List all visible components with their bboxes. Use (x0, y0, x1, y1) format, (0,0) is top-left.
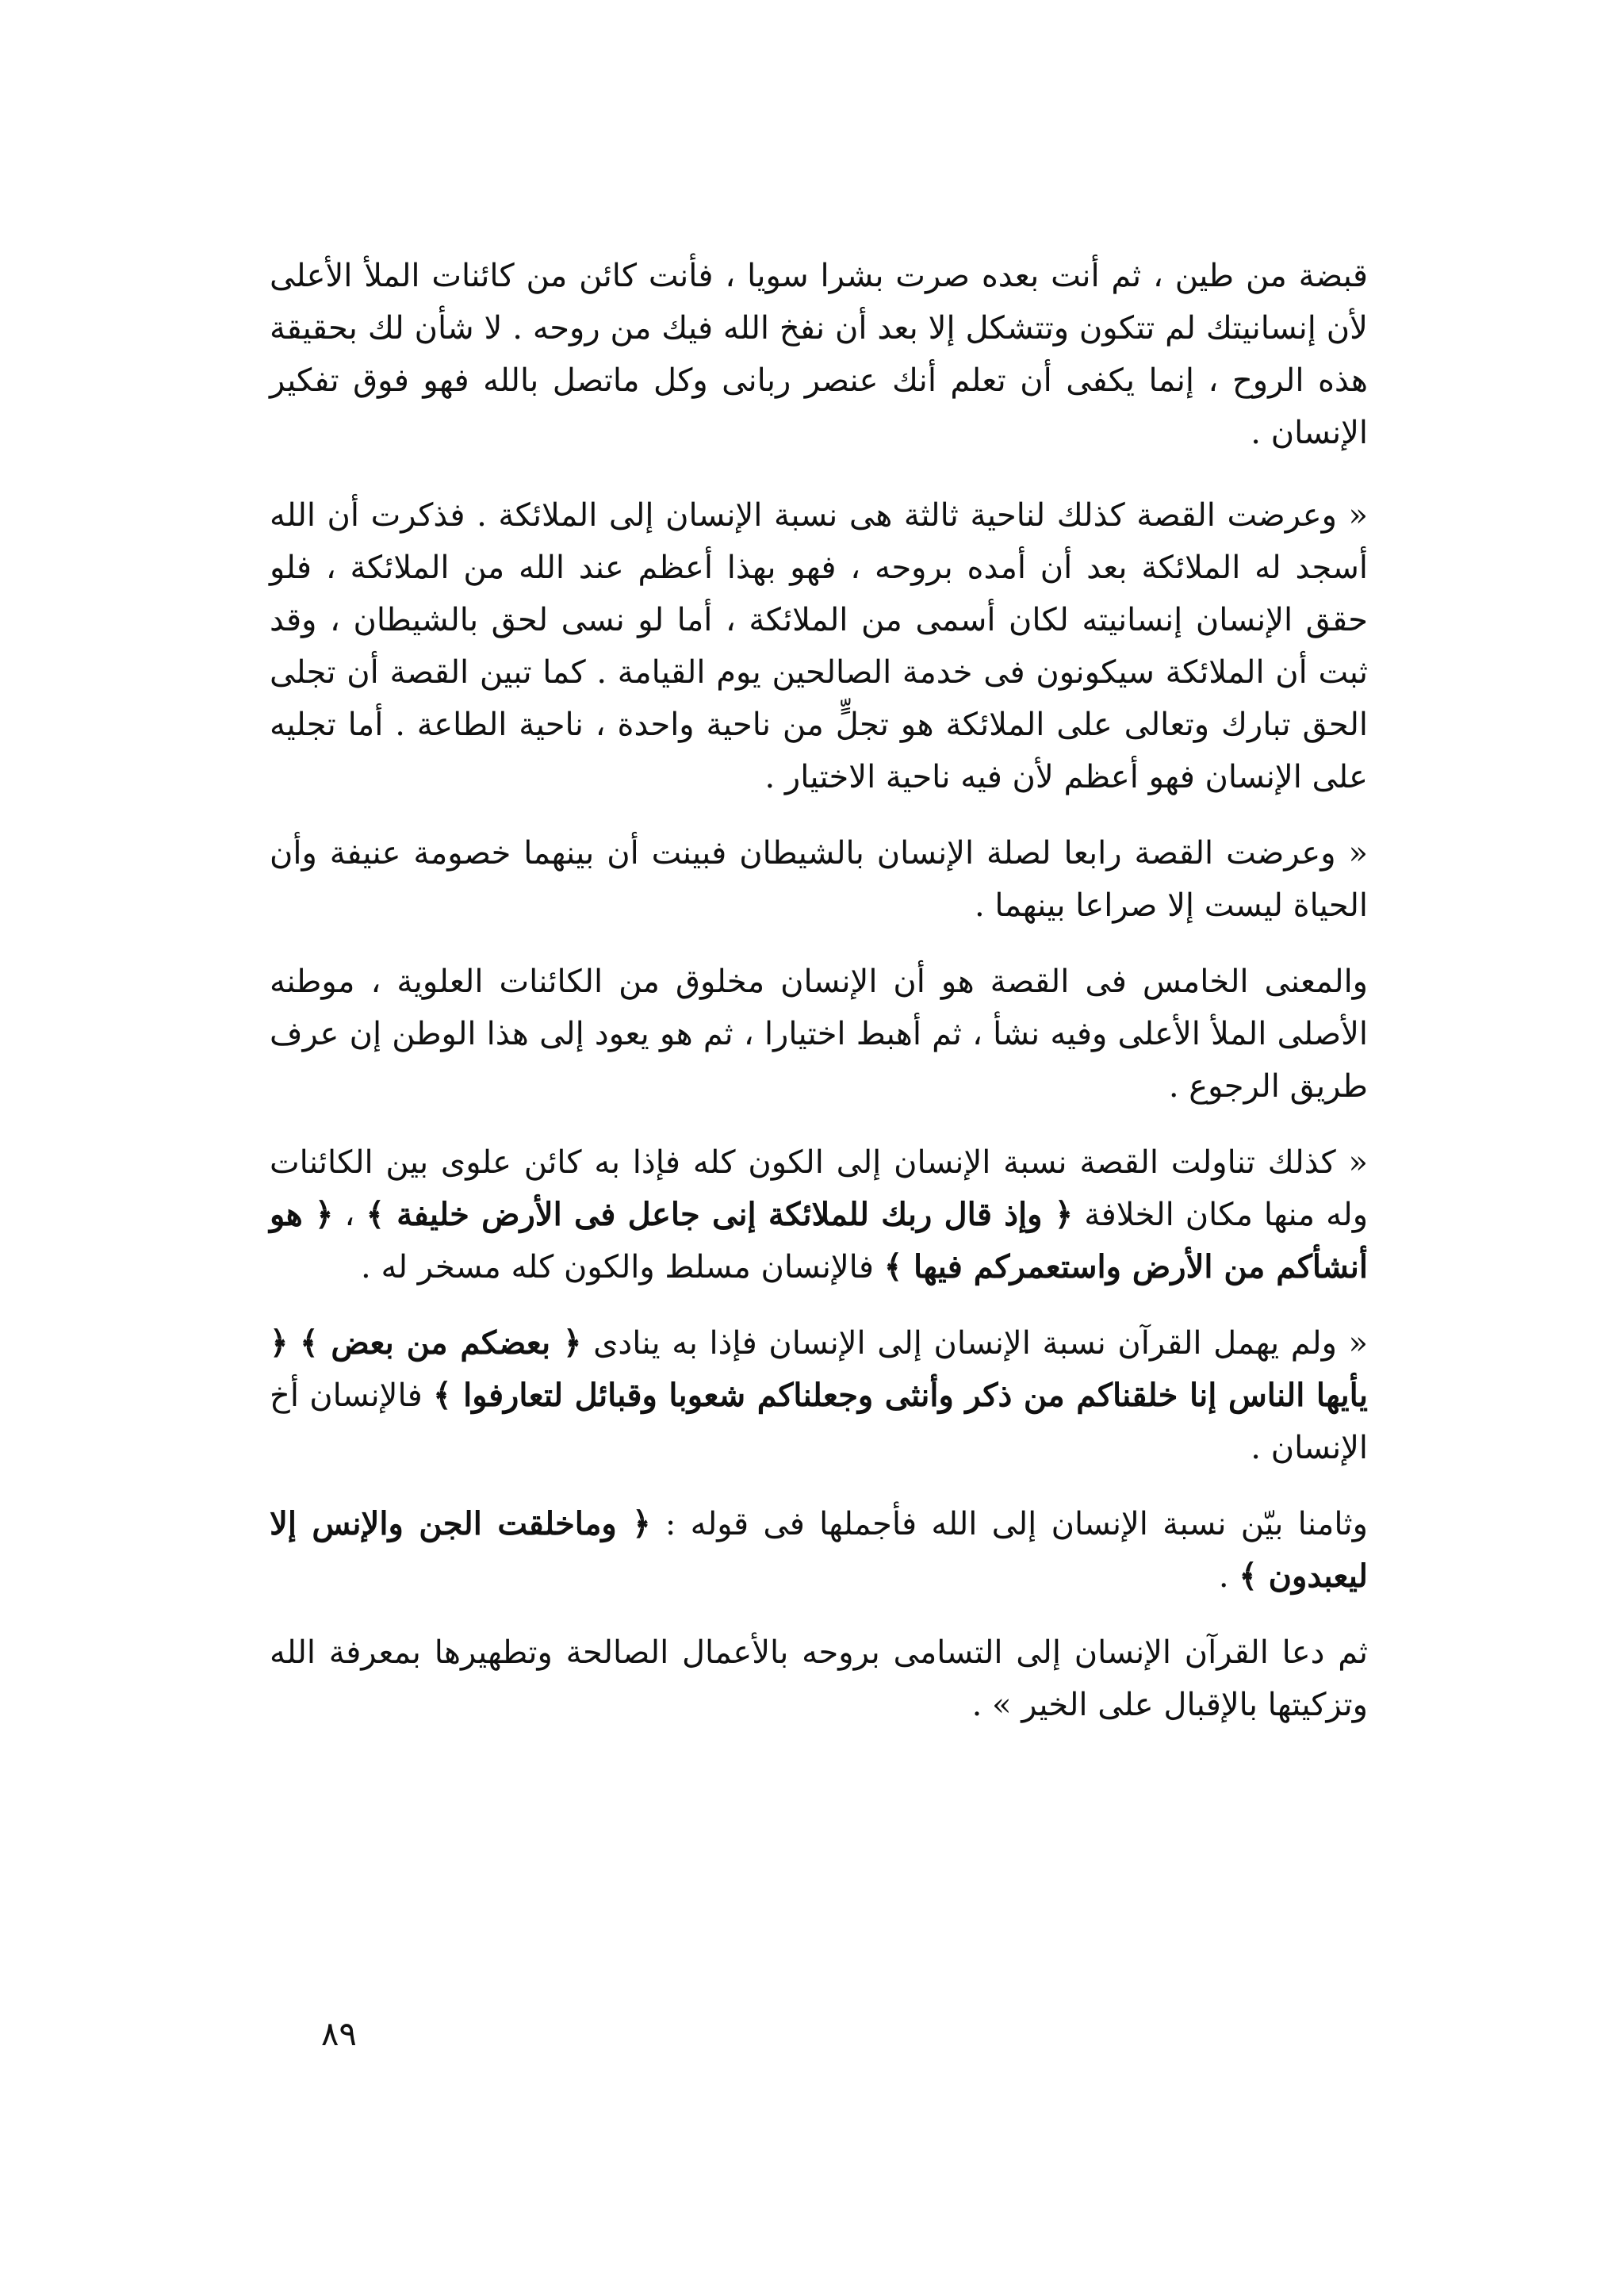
quran-quote: ﴿ بعضكم من بعض ﴾ (300, 1324, 582, 1362)
text-segment: « وعرضت القصة كذلك لناحية ثالثة هى نسبة الإنسان إلى الملائكة . فذكرت أن الله أسجد له الملائكة بعد أن أمده بروحه ، فهو بهذا أعظم عند الله من الملائكة ، فلو حقق الإنسان إنسانيته لكان أسمى من الملائكة ، أما لو نسى لحق بالشيطان ، وقد ثبت أن الملائكة سيكونون فى خدمة الصالحين يوم القيامة . كما تبين القصة أن تجلى الحق تبارك وتعالى على الملائكة هو تجلٍّ من ناحية واحدة ، ناحية الطاعة . أما تجليه على الإنسان فهو أعظم لأن فيه ناحية الاختيار . (270, 497, 1368, 795)
text-segment (288, 1325, 300, 1362)
page-number: ٨٩ (320, 2014, 357, 2053)
text-segment: ، (333, 1197, 366, 1233)
text-segment: « كذلك تناولت القصة نسبة الإنسان إلى الكون كله فإذا به كائن علوى بين الكائنات وله منها مكان الخلافة (270, 1144, 1369, 1233)
quran-quote: ﴿ وإذ قال ربك للملائكة إنى جاعل فى الأرض خليفة ﴾ (366, 1196, 1074, 1233)
paragraph (270, 1626, 1368, 1731)
text-segment: والمعنى الخامس فى القصة هو أن الإنسان مخلوق من الكائنات العلوية ، موطنه الأصلى الملأ الأعلى وفيه نشأ ، ثم أهبط اختيارا ، ثم هو يعود إلى هذا الوطن إن عرف طريق الرجوع . (270, 964, 1368, 1105)
text-segment: وثامنا بيّن نسبة الإنسان إلى الله فأجملها فى قوله : (650, 1506, 1368, 1542)
quran-quote: ﴿ يأيها الناس إنا خلقناكم من ذكر وأنثى وجعلناكم شعوبا وقبائل لتعارفوا ﴾ (270, 1324, 1368, 1414)
text-segment: « ولم يهمل القرآن نسبة الإنسان إلى الإنسان فإذا به ينادى (581, 1325, 1369, 1362)
text-segment: قبضة من طين ، ثم أنت بعده صرت بشرا سويا ، فأنت كائن من كائنات الملأ الأعلى لأن إنسانيتك لم تتكون وتتشكل إلا بعد أن نفخ الله فيك من روحه . لا شأن لك بحقيقة هذه الروح ، إنما يكفى أن تعلم أنك عنصر ربانى وكل ماتصل بالله فهو فوق تفكير الإنسان . (270, 258, 1368, 451)
quran-quote: ﴿ وماخلقت الجن والإنس إلا ليعبدون ﴾ (270, 1505, 1368, 1595)
paragraph (270, 489, 1368, 803)
paragraph (270, 956, 1368, 1113)
page-body-text (270, 250, 1368, 1755)
paragraph (270, 1498, 1368, 1603)
quran-quote: ﴿ هو أنشأكم من الأرض واستعمركم فيها ﴾ (270, 1196, 1368, 1285)
text-segment: فالإنسان أخ الإنسان . (270, 1377, 1368, 1466)
paragraph (270, 250, 1368, 459)
text-segment: ثم دعا القرآن الإنسان إلى التسامى بروحه بالأعمال الصالحة وتطهيرها بمعرفة الله وتزكيتها بالإقبال على الخير » . (270, 1634, 1368, 1723)
paragraph (270, 1317, 1368, 1474)
paragraph (270, 1136, 1368, 1293)
text-segment: فالإنسان مسلط والكون كله مسخر له . (361, 1249, 884, 1285)
text-segment: « وعرضت القصة رابعا لصلة الإنسان بالشيطان فبينت أن بينهما خصومة عنيفة وأن الحياة ليست إلا صراعا بينهما . (270, 835, 1368, 924)
text-segment: . (1218, 1558, 1239, 1595)
paragraph (270, 827, 1368, 932)
